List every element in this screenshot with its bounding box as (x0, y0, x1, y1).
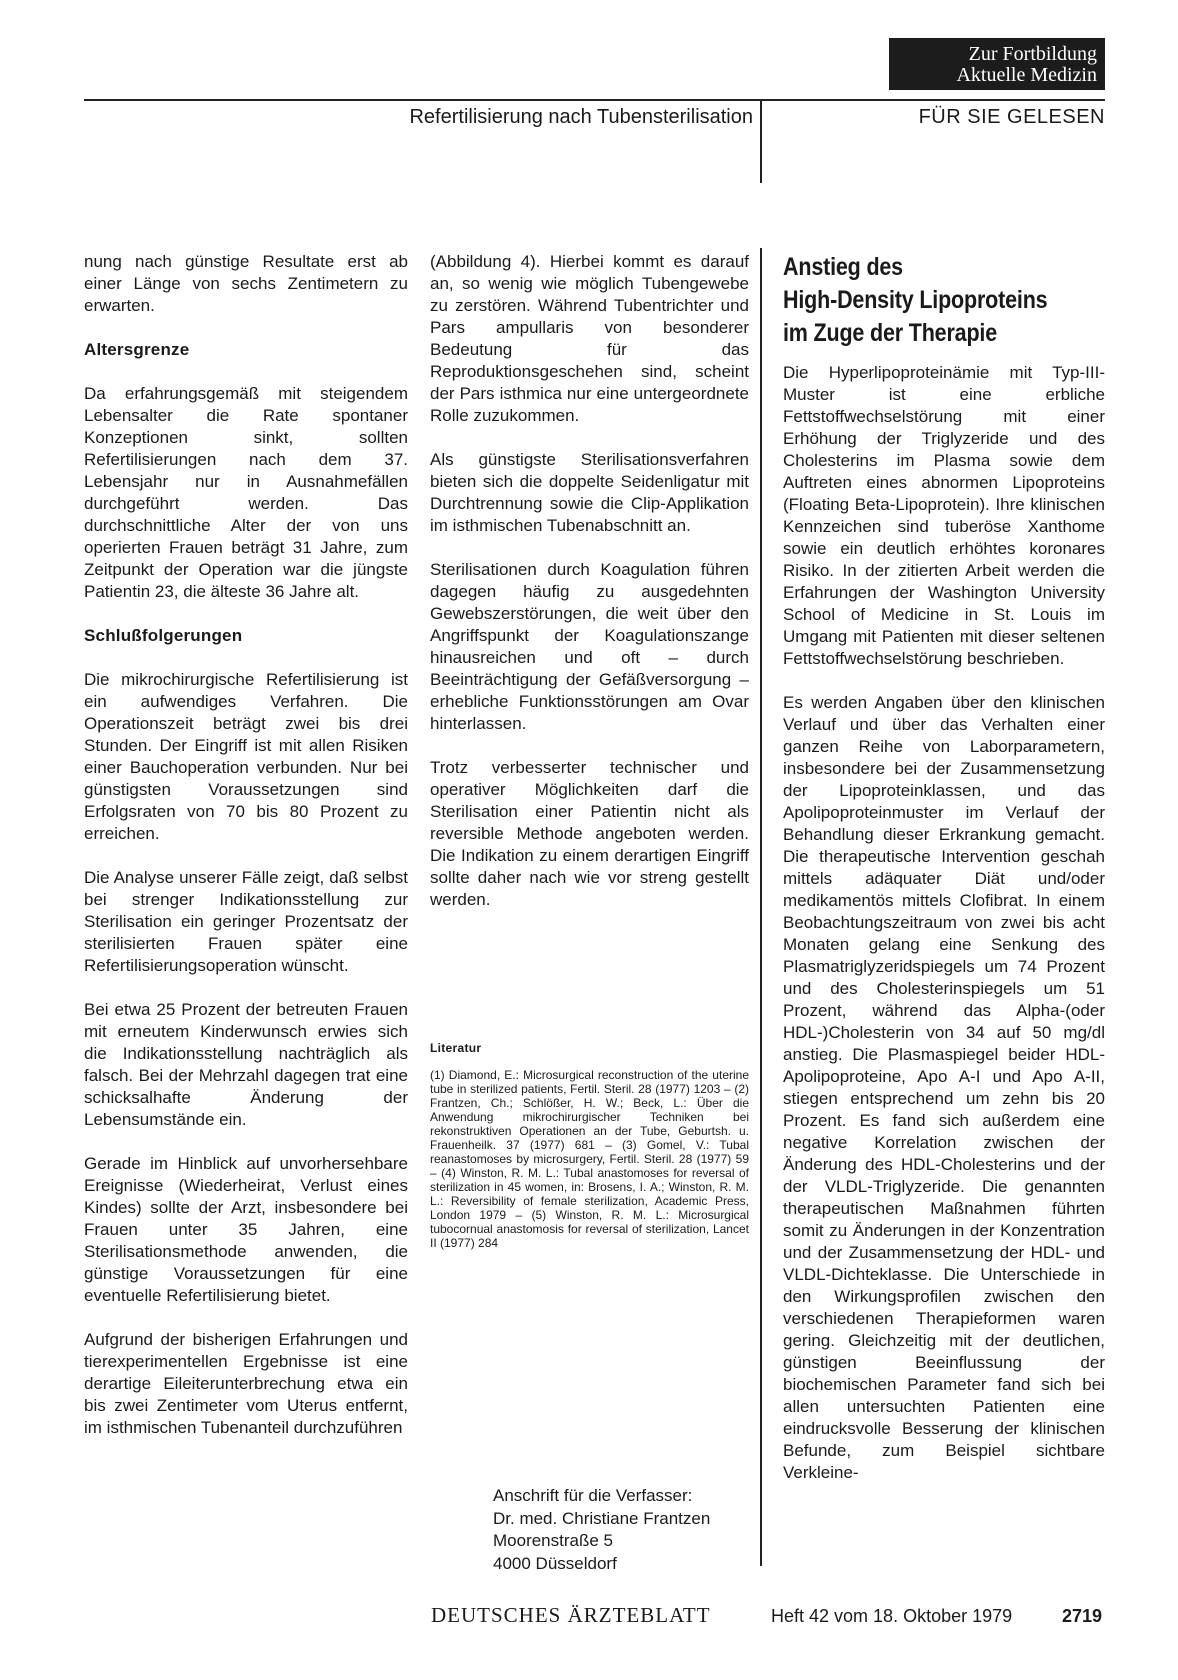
address-line: Moorenstraße 5 (493, 1531, 613, 1550)
subheading-altersgrenze: Altersgrenze (84, 340, 190, 359)
paragraph: Aufgrund der bisherigen Erfahrungen und tierexperimentellen Ergebnisse ist eine derartige Eileiterunterbrechung etwa ein bis zwei Zentimeter vom Uterus entfernt, im isthmischen Tubenanteil durchzuführen (84, 1330, 408, 1437)
running-title: Refertilisierung nach Tubensterilisation (409, 106, 753, 128)
journal-name: DEUTSCHES ÄRZTEBLATT (431, 1603, 711, 1627)
article-title-line: High-Density Lipoproteins (783, 286, 1048, 314)
paragraph: Trotz verbesserter technischer und operativer Möglichkeiten darf die Sterilisation einer Patientin nicht als reversible Methode angeboten werden. Die Indikation zu einem derartigen Eingriff sollte daher nach wie vor streng gestellt werden. (430, 758, 749, 909)
literature-heading: Literatur (430, 1041, 482, 1055)
address-line: 4000 Düsseldorf (493, 1553, 617, 1573)
author-address (493, 1485, 710, 1575)
article-title (783, 251, 1105, 350)
article-title-line: im Zuge der Therapie (783, 319, 998, 347)
section-label: FÜR SIE GELESEN (918, 106, 1105, 128)
subheading-schlussfolgerungen: Schlußfolgerungen (84, 626, 243, 645)
column-divider (760, 248, 762, 1566)
paragraph: Sterilisationen durch Koagulation führen dagegen häufig zu ausgedehnten Gewebszerstörungen, die weit über den Angriffspunkt der Koagulationszange hinausreichen und oft – durch Beeinträchtigung der Gefäßversorgung – erhebliche Funktionsstörungen am Ovar hinterlassen. (430, 560, 749, 733)
paragraph: Bei etwa 25 Prozent der betreuten Frauen mit erneutem Kinderwunsch erwies sich die Indikationsstellung nachträglich als falsch. Bei der Mehrzahl dagegen trat eine schicksalhafte Änderung der Lebensumstände ein. (84, 1000, 408, 1129)
paragraph: Die mikrochirurgische Refertilisierung ist ein aufwendiges Verfahren. Die Operationszeit beträgt zwei bis drei Stunden. Der Eingriff ist mit allen Risiken einer Bauchoperation verbunden. Nur bei günstigsten Voraussetzungen sind Erfolgsraten von 70 bis 80 Prozent zu erreichen. (84, 670, 408, 843)
paragraph: (Abbildung 4). Hierbei kommt es darauf an, so wenig wie möglich Tubengewebe zu zerstören. Während Tubentrichter und Pars ampullaris von besonderer Bedeutung für das Reproduktionsgeschehen sind, scheint der Pars isthmica nur eine untergeordnete Rolle zuzukommen. (430, 252, 749, 425)
address-line: Anschrift für die Verfasser: (493, 1486, 693, 1505)
paragraph: Als günstigste Sterilisationsverfahren bieten sich die doppelte Seidenligatur mit Durchtrennung sowie die Clip-Applikation im isthmischen Tubenabschnitt an. (430, 450, 749, 535)
header-divider (760, 99, 762, 183)
badge-line-2: Aktuelle Medizin (956, 64, 1097, 86)
paragraph: Gerade im Hinblick auf unvorhersehbare Ereignisse (Wiederheirat, Verlust eines Kindes) sollte der Arzt, insbesondere bei Frauen unter 35 Jahren, eine Sterilisationsmethode anwenden, die günstige Voraussetzungen für eine eventuelle Refertilisierung bietet. (84, 1154, 408, 1305)
paragraph: Die Analyse unserer Fälle zeigt, daß selbst bei strenger Indikationsstellung zur Sterilisation ein geringer Prozentsatz der sterilisierten Frauen später eine Refertilisierungsoperation wünscht. (84, 868, 408, 975)
column-2 (430, 251, 749, 1051)
paragraph: Es werden Angaben über den klinischen Verlauf und über das Verhalten einer ganzen Reihe von Laborparametern, insbesondere bei der Zusammensetzung der Lipoproteinklassen, und das Apolipoproteinmuster im Verlauf der Behandlung dieser Erkrankung gemacht. Die therapeutische Intervention geschah mittels adäquater Diät und/oder medikamentös mittels Clofibrat. In einem Beobachtungszeitraum von zwei bis acht Monaten gelang eine Senkung des Plasmatriglyzeridspiegels um 74 Prozent und des Cholesterinspiegels um 51 Prozent, während das Alpha-(oder HDL-)Cholesterin von 34 auf 50 mg/dl anstieg. Die Plasmaspiegel beider HDL-Apolipoproteine, Apo A-I und Apo A-II, stiegen entsprechend um zehn bis 20 Prozent. Es fand sich außerdem eine negative Korrelation zwischen der Änderung des HDL-Cholesterins und der der VLDL-Triglyzeride. Die genannten therapeutischen Maßnahmen führten somit zu Änderungen in der Konzentration und der Zusammensetzung der HDL- und VLDL-Dichteklasse. Die Unterschiede in den Wirkungsprofilen zwischen den verschiedenen Therapieformen waren gering. Gleichzeitig mit der deutlichen, günstigen Beeinflussung der biochemischen Parameter fand sich bei allen untersuchten Patienten eine eindrucksvolle Besserung der klinischen Befunde, zum Beispiel sichtbare Verkleine- (783, 693, 1105, 1482)
address-line: Dr. med. Christiane Frantzen (493, 1508, 711, 1528)
badge-line-1: Zur Fortbildung (968, 43, 1097, 65)
page-number: 2719 (1062, 1606, 1103, 1626)
literature-references: (1) Diamond, E.: Microsurgical reconstruction of the uterine tube in sterilized patients, Fertil. Steril. 28 (1977) 1203 – (2) Frantzen, Ch.; Schlößer, H. W.; Beck, L.: Über die Anwendung mikrochirurgischer Techniken bei rekonstruktiven Operationen an der Tube, Geburtsh. u. Frauenheilk. 37 (1977) 681 – (3) Gomel, V.: Tubal reanastomoses by microsurgery, Fertil. Steril. 28 (1977) 59 – (4) Winston, R. M. L.: Tubal anastomoses for reversal of sterilization in 45 women, in: Brosens, I. A.; Winston, R. M. L.: Reversibility of female sterilization, Academic Press, London 1979 – (5) Winston, R. M. L.: Microsurgical tubocornual anastomosis for reversal of sterilization, Lancet II (1977) 284 (430, 1068, 749, 1250)
header-rule (84, 99, 1105, 101)
paragraph: Da erfahrungsgemäß mit steigendem Lebensalter die Rate spontaner Konzeptionen sinkt, sollten Refertilisierungen nach dem 37. Lebensjahr nur in Ausnahmefällen durchgeführt werden. Das durchschnittliche Alter der von uns operierten Frauen beträgt 31 Jahre, zum Zeitpunkt der Operation war die jüngste Patientin 23, die älteste 36 Jahre alt. (84, 384, 408, 601)
paragraph: Die Hyperlipoproteinämie mit Typ-III-Muster ist eine erbliche Fettstoffwechselstörung mit einer Erhöhung der Triglyzeride und des Cholesterins im Plasma sowie dem Auftreten eines abnormen Lipoproteins (Floating Beta-Lipoprotein). Ihre klinischen Kennzeichen sind tuberöse Xanthome sowie ein deutlich erhöhtes koronares Risiko. In der zitierten Arbeit werden die Erfahrungen der Washington University School of Medicine in St. Louis im Umgang mit Patienten mit dieser seltenen Fettstoffwechselstörung beschrieben. (783, 363, 1105, 668)
issue-info: Heft 42 vom 18. Oktober 1979 (771, 1606, 1013, 1626)
article-title-line: Anstieg des (783, 253, 903, 281)
section-badge (889, 38, 1105, 90)
column-1 (84, 251, 408, 1576)
column-3 (783, 251, 1105, 1576)
paragraph: nung nach günstige Resultate erst ab einer Länge von sechs Zentimetern zu erwarten. (84, 252, 408, 315)
